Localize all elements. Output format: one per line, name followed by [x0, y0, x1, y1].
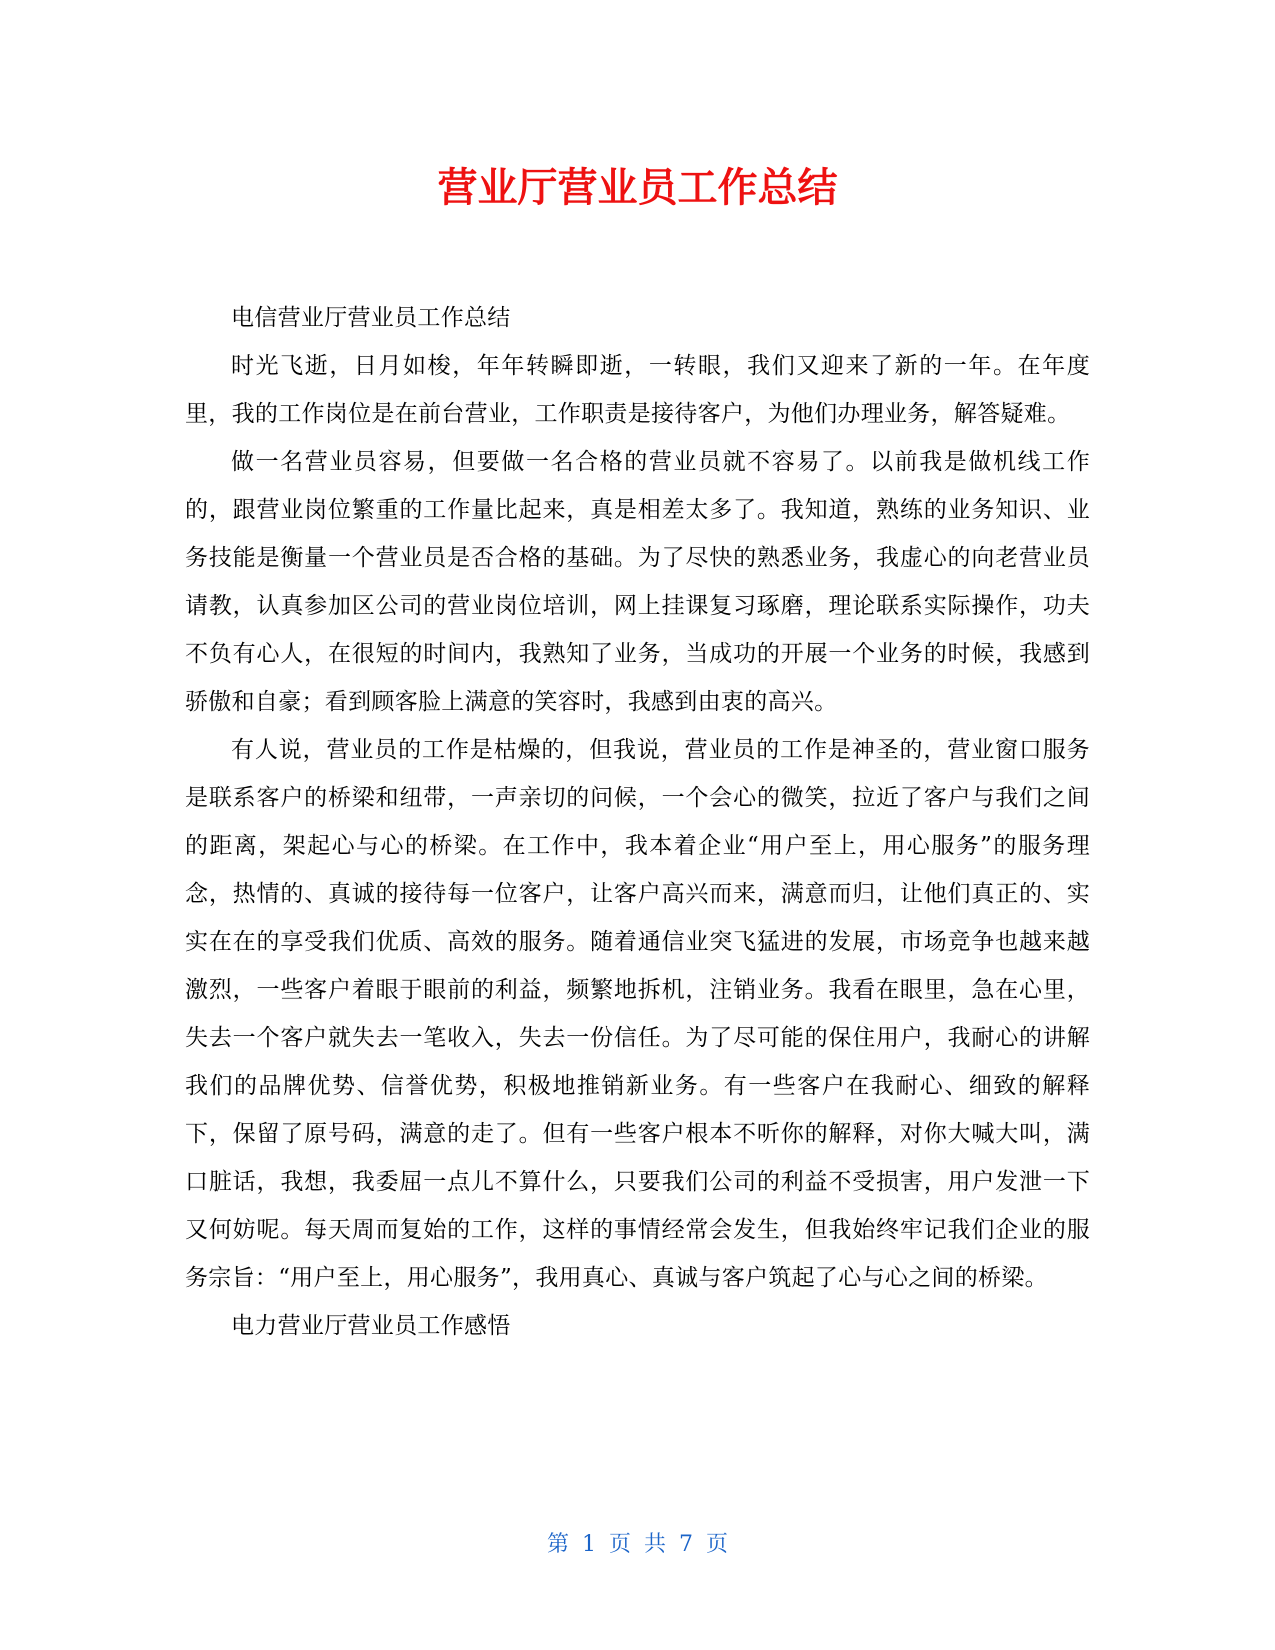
page-number-footer: 第 1 页 共 7 页: [547, 1532, 728, 1557]
paragraph-learning: 做一名营业员容易，但要做一名合格的营业员就不容易了。以前我是做机线工作的，跟营业岗位繁重的工作量比起来，真是相差太多了。我知道，熟练的业务知识、业务技能是衡量一个营业员是否合格的基础。为了尽快的熟悉业务，我虚心的向老营业员请教，认真参加区公司的营业岗位培训，网上挂课复习琢磨，理论联系实际操作，功夫不负有心人，在很短的时间内，我熟知了业务，当成功的开展一个业务的时候，我感到骄傲和自豪；看到顾客脸上满意的笑容时，我感到由衷的高兴。: [185, 449, 1090, 715]
paragraph-service: 有人说，营业员的工作是枯燥的，但我说，营业员的工作是神圣的，营业窗口服务是联系客户的桥梁和纽带，一声亲切的问候，一个会心的微笑，拉近了客户与我们之间的距离，架起心与心的桥梁。在工作中，我本着企业“用户至上，用心服务”的服务理念，热情的、真诚的接待每一位客户，让客户高兴而来，满意而归，让他们真正的、实实在在的享受我们优质、高效的服务。随着通信业突飞猛进的发展，市场竞争也越来越激烈，一些客户着眼于眼前的利益，频繁地拆机，注销业务。我看在眼里，急在心里，失去一个客户就失去一笔收入，失去一份信任。为了尽可能的保住用户，我耐心的讲解我们的品牌优势、信誉优势，积极地推销新业务。有一些客户在我耐心、细致的解释下，保留了原号码，满意的走了。但有一些客户根本不听你的解释，对你大喊大叫，满口脏话，我想，我委屈一点儿不算什么，只要我们公司的利益不受损害，用户发泄一下又何妨呢。每天周而复始的工作，这样的事情经常会发生，但我始终牢记我们企业的服务宗旨：“用户至上，用心服务”，我用真心、真诚与客户筑起了心与心之间的桥梁。: [185, 737, 1090, 1291]
document-title: 营业厅营业员工作总结: [437, 165, 838, 211]
paragraph-intro: 时光飞逝，日月如梭，年年转瞬即逝，一转眼，我们又迎来了新的一年。在年度里，我的工作岗位是在前台营业，工作职责是接待客户，为他们办理业务，解答疑难。: [185, 353, 1090, 427]
paragraph-heading-power: 电力营业厅营业员工作感悟: [231, 1313, 511, 1339]
paragraph-heading-telecom: 电信营业厅营业员工作总结: [231, 305, 511, 331]
document-body: [185, 294, 1090, 1350]
